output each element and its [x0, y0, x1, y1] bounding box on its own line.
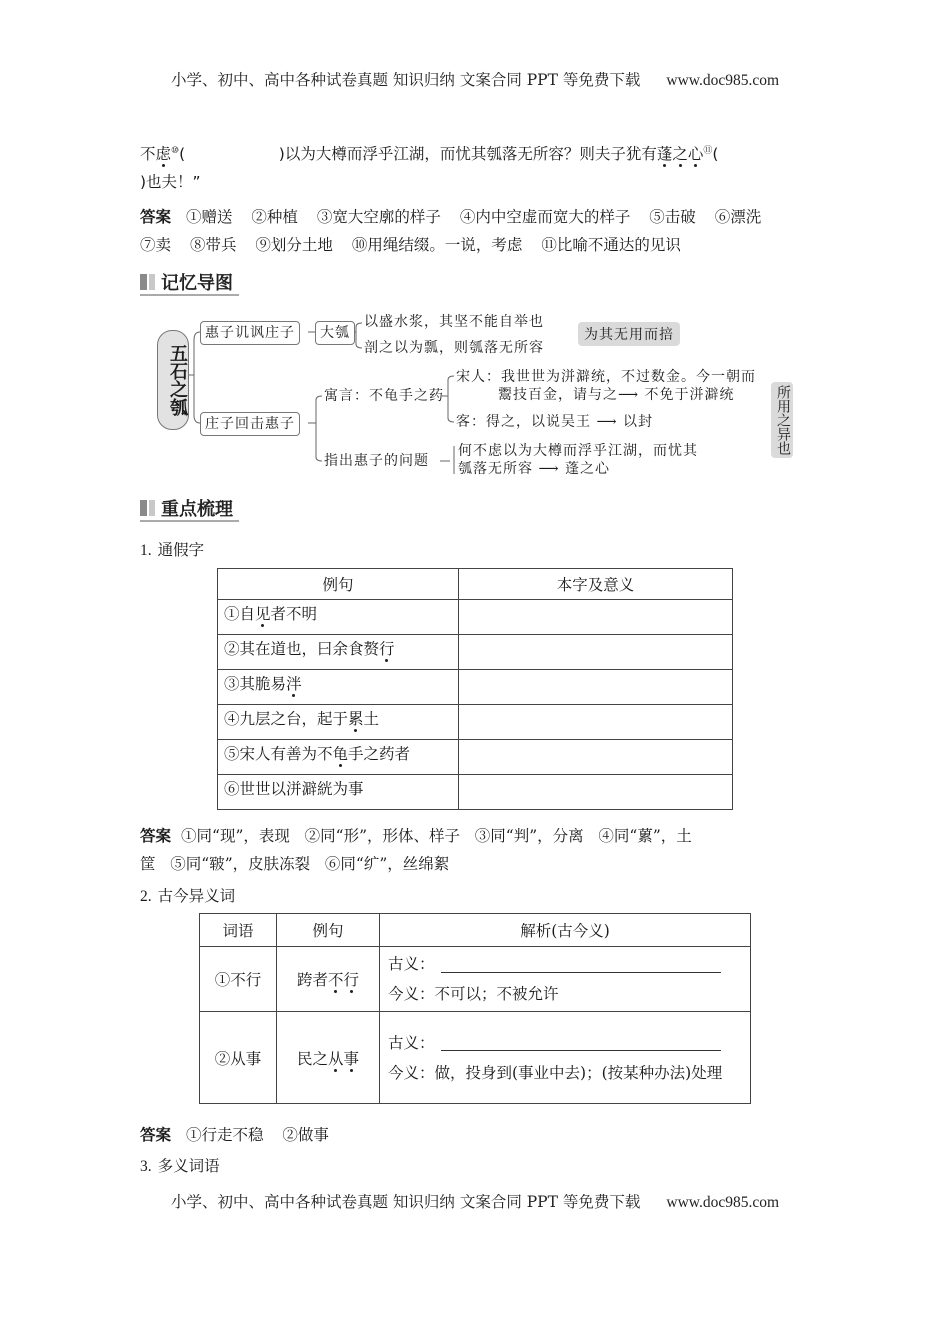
subheading-1: 1. 通假字 — [140, 541, 205, 559]
section-heading-points: 重点梳理 — [140, 496, 239, 522]
footer-url: www.doc985.com — [666, 1194, 780, 1211]
mind-map-leaf: 宋人：我世世为洴澼统，不过数金。今一朝而 — [456, 369, 756, 385]
mind-map-sub-1: 寓言：不龟手之药 — [324, 388, 444, 404]
table-row: ①自见者不明 — [218, 600, 733, 635]
footer-text: 小学、初中、高中各种试卷真题 知识归纳 文案合同 PPT 等免费下载 — [170, 1193, 641, 1211]
table-tongjiazi — [217, 568, 733, 810]
answer-cell[interactable] — [459, 705, 733, 740]
mind-map-tag-1: 为其无用而掊 — [578, 322, 680, 346]
table-row: ②其在道也，曰余食赘行 — [218, 635, 733, 670]
mind-map-leaf: 鬻技百金，请与之⟶ 不免于洴澼统 — [498, 387, 735, 403]
subheading-2: 2. 古今异义词 — [140, 887, 236, 905]
subheading-3: 3. 多义词语 — [140, 1157, 220, 1175]
heading-marker-icon — [140, 274, 147, 290]
answer-cell[interactable] — [459, 600, 733, 635]
answer-cell[interactable] — [459, 740, 733, 775]
answer-label: 答案 — [140, 208, 172, 226]
table-row: ③其脆易泮 — [218, 670, 733, 705]
passage-line-2: )也夫！” — [140, 173, 201, 191]
answer-block-3: 答案 ①行走不稳 ②做事 — [140, 1126, 329, 1144]
mind-map-branch-1: 惠子讥讽庄子 — [200, 321, 300, 345]
header-url: www.doc985.com — [666, 72, 780, 89]
table-row: ①不行 跨者不行 古义： 今义：不可以；不被允许 — [200, 947, 751, 1012]
answer-cell[interactable] — [459, 670, 733, 705]
mind-map-branch-2: 庄子回击惠子 — [200, 412, 300, 436]
mind-map-tag-2: 所用之异也 — [771, 382, 793, 458]
mind-map-leaf: 以盛水浆，其坚不能自举也 — [364, 314, 544, 330]
table-gujin-yiyi — [199, 913, 751, 1104]
table-header-row: 例句 本字及意义 — [218, 569, 733, 600]
heading-marker-icon — [140, 500, 147, 516]
mind-map-leaf: 客：得之，以说吴王 ⟶ 以封 — [456, 414, 653, 430]
passage — [140, 140, 820, 196]
mind-map-leaf: 瓠落无所容 ⟶ 蓬之心 — [458, 461, 610, 477]
answer-cell[interactable] — [459, 775, 733, 810]
mind-map-leaf: 何不虑以为大樽而浮乎江湖，而忧其 — [458, 443, 698, 459]
section-heading-mindmap: 记忆导图 — [140, 270, 239, 296]
page-footer — [0, 1190, 950, 1212]
answer-block-1: 答案 ①赠送 ②种植 ③宽大空廓的样子 ④内中空虚而宽大的样子 ⑤击破 ⑥漂洗 ⑦卖 ⑧带兵 ⑨划分土地 ⑩用绳结缀。一说，考虑 ⑪比喻不通达的见识 — [140, 208, 762, 254]
passage-line-1: 不虑⑩( )以为大樽而浮乎江湖，而忧其瓠落无所容？则夫子犹有蓬之心⑪( — [140, 145, 719, 163]
mind-map-sub-2: 指出惠子的问题 — [324, 453, 429, 469]
answer-cell[interactable] — [459, 635, 733, 670]
header-text: 小学、初中、高中各种试卷真题 知识归纳 文案合同 PPT 等免费下载 — [170, 71, 641, 89]
table-header-row: 词语 例句 解析(古今义) — [200, 914, 751, 947]
table-row: ⑤宋人有善为不龟手之药者 — [218, 740, 733, 775]
table-row: ⑥世世以洴澼絖为事 — [218, 775, 733, 810]
mind-map — [150, 310, 810, 485]
table-row: ④九层之台，起于累土 — [218, 705, 733, 740]
mind-map-node-dahu: 大瓠 — [315, 321, 355, 345]
page-header — [0, 68, 950, 90]
mind-map-leaf: 剖之以为瓢，则瓠落无所容 — [364, 340, 544, 356]
fill-blank[interactable] — [441, 958, 721, 973]
fill-blank[interactable] — [441, 1036, 721, 1051]
mind-map-root: 五石之瓠 — [157, 330, 189, 430]
table-row: ②从事 民之从事 古义： 今义：做，投身到(事业中去)；(按某种办法)处理 — [200, 1012, 751, 1104]
answer-block-2: 答案 ①同“现”，表现 ②同“形”，形体、样子 ③同“判”，分离 ④同“蔂”，土 筐 ⑤同“皲”，皮肤冻裂 ⑥同“纩”，丝绵絮 — [140, 827, 692, 873]
